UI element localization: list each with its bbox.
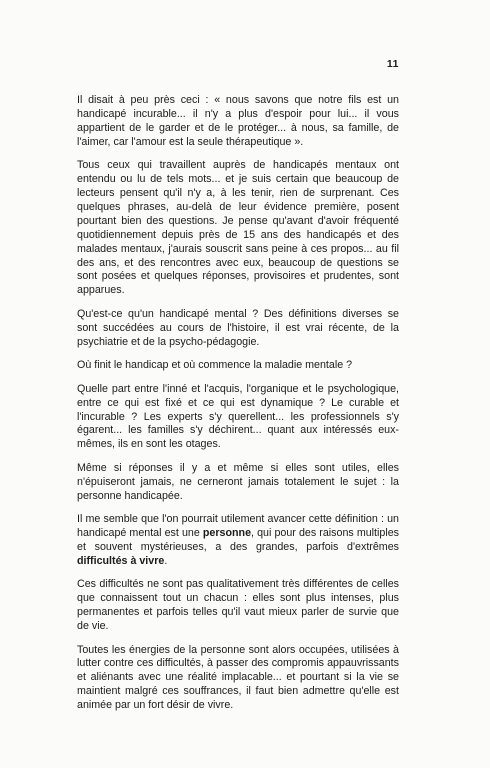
- paragraph-6: Même si réponses il y a et même si elles sont utiles, elles n'épuiseront jamais, ne cerneront jamais totalement le sujet : la personne handicapée.: [77, 461, 399, 502]
- paragraph-8: Ces difficultés ne sont pas qualitativement très différentes de celles que connaissent tout un chacun : elles sont plus intenses, plus permanentes et parfois telles qu'il vaut mieux parler de survie que de vie.: [77, 578, 399, 633]
- paragraph-1: Il disait à peu près ceci : « nous savons que notre fils est un handicapé incurable... il n'y a plus d'espoir pour lui... il vous appartient de le garder et de le protéger... à nous, sa famille, de l'aimer, car l'amour est la seule thérapeutique ».: [77, 94, 399, 148]
- paragraph-2: Tous ceux qui travaillent auprès de handicapés mentaux ont entendu ou lu de tels mots... et je suis certain que beaucoup de lecteurs pensent qu'il n'y a, à les tenir, rien de surprenant. Ces quelques phrases, au-delà de leur évidence première, posent pourtant bien des questions. Je pense qu'avant d'avoir fréquenté quotidiennement depuis près de 15 ans des handicapés et des malades mentaux, j'aurais souscrit sans peine à ces propos... au fil des ans, et des rencontres avec eux, beaucoup de questions se sont posées et quelques réponses, provisoires et prudentes, sont apparues.: [77, 159, 399, 297]
- body-text: [77, 94, 399, 723]
- page-number: 11: [386, 58, 399, 70]
- emphasis-personne: personne: [202, 527, 252, 540]
- paragraph-3: Qu'est-ce qu'un handicapé mental ? Des définitions diverses se sont succédées au cours de l'histoire, il est vrai récente, de la psychiatrie et de la psycho-pédagogie.: [77, 307, 399, 348]
- paragraph-7: [77, 513, 399, 569]
- emphasis-difficultes: difficultés à vivre: [77, 554, 165, 567]
- definition-text-end: .: [164, 554, 168, 567]
- paragraph-5: Quelle part entre l'inné et l'acquis, l'organique et le psychologique, entre ce qui est fixé et ce qui est dynamique ? Le curable et l'incurable ? Les experts s'y querellent... les professionnels s'y égarent... les familles s'y déchirent... quant aux intéressés eux-mêmes, ils en sont les otages.: [77, 382, 399, 451]
- definition-text-start: Il me semble que l'on pourrait utilement avancer cette définition : un handicapé mental est une: [77, 513, 399, 540]
- paragraph-9: Toutes les énergies de la personne sont alors occupées, utilisées à lutter contre ces difficultés, à passer des compromis appauvrissants et aliénants avec une réalité implacable... et pourtant si la vie se maintient malgré ces souffrances, il faut bien admettre qu'elle est animée par un fort désir de vivre.: [77, 643, 399, 712]
- paragraph-4: Où finit le handicap et où commence la maladie mentale ?: [77, 359, 353, 372]
- definition-text-middle: , qui pour des raisons multiples et souvent mystérieuses, a des grandes, parfois d'extrêmes: [77, 527, 399, 553]
